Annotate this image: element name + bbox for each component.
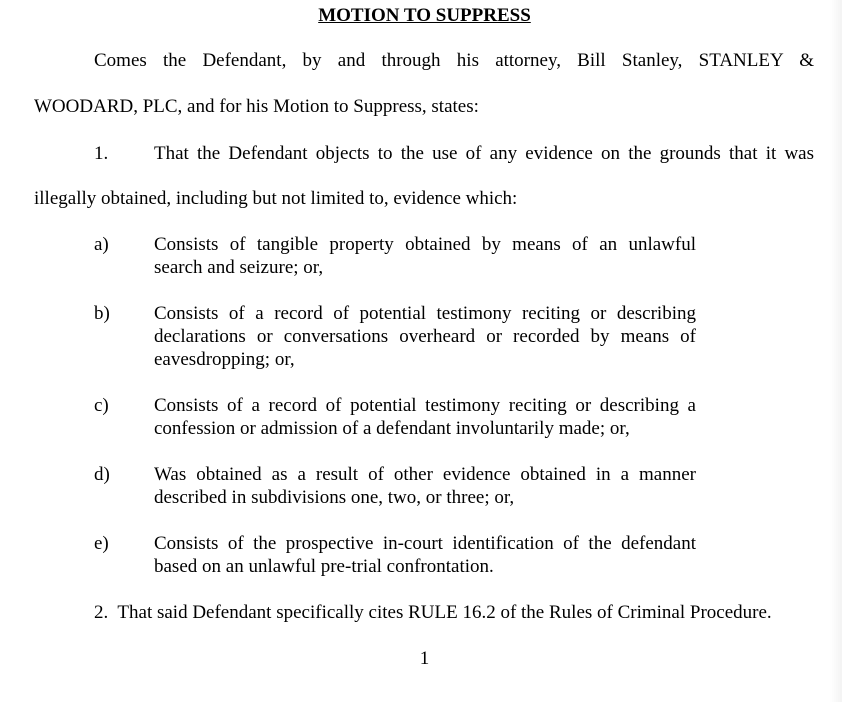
item-e-line-1: Consists of the prospective in-court identification of the defendant (154, 533, 696, 554)
item-d-rest: described in subdivisions one, two, or three; or, (154, 487, 515, 508)
item-e-label: e) (94, 533, 109, 554)
item-b-rest: declarations or conversations overheard or recorded by means of eavesdropping; or, (154, 326, 696, 370)
page-edge-shadow (830, 0, 842, 702)
item-b-text (154, 302, 696, 371)
item-a-label: a) (94, 234, 109, 255)
item-d-text (154, 463, 696, 509)
item-e-text (154, 532, 696, 578)
item-d-label: d) (94, 464, 110, 485)
item-b-line-1: Consists of a record of potential testimony reciting or describing (154, 303, 696, 324)
item-a-text (154, 233, 696, 279)
document-title: MOTION TO SUPPRESS (318, 5, 531, 26)
paragraph-1-line-1: That the Defendant objects to the use of any evidence on the grounds that it was (154, 143, 814, 164)
item-a-rest: search and seizure; or, (154, 257, 324, 278)
paragraph-1-number: 1. (94, 143, 109, 164)
item-c-line-1: Consists of a record of potential testimony reciting or describing a (154, 395, 696, 416)
item-e-rest: based on an unlawful pre-trial confrontation. (154, 556, 494, 577)
paragraph-1-line-2: illegally obtained, including but not limited to, evidence which: (34, 188, 518, 209)
item-c-label: c) (94, 395, 109, 416)
item-c-text (154, 394, 696, 440)
intro-line-1: Comes the Defendant, by and through his attorney, Bill Stanley, STANLEY & (94, 50, 814, 71)
paragraph-2: 2. That said Defendant specifically cites RULE 16.2 of the Rules of Criminal Procedure. (94, 602, 772, 623)
intro-line-2: WOODARD, PLC, and for his Motion to Suppress, states: (34, 96, 479, 117)
page-number: 1 (419, 648, 430, 669)
item-b-label: b) (94, 303, 110, 324)
item-d-line-1: Was obtained as a result of other evidence obtained in a manner (154, 464, 696, 485)
item-c-rest: confession or admission of a defendant involuntarily made; or, (154, 418, 630, 439)
item-a-line-1: Consists of tangible property obtained by means of an unlawful (154, 234, 696, 255)
